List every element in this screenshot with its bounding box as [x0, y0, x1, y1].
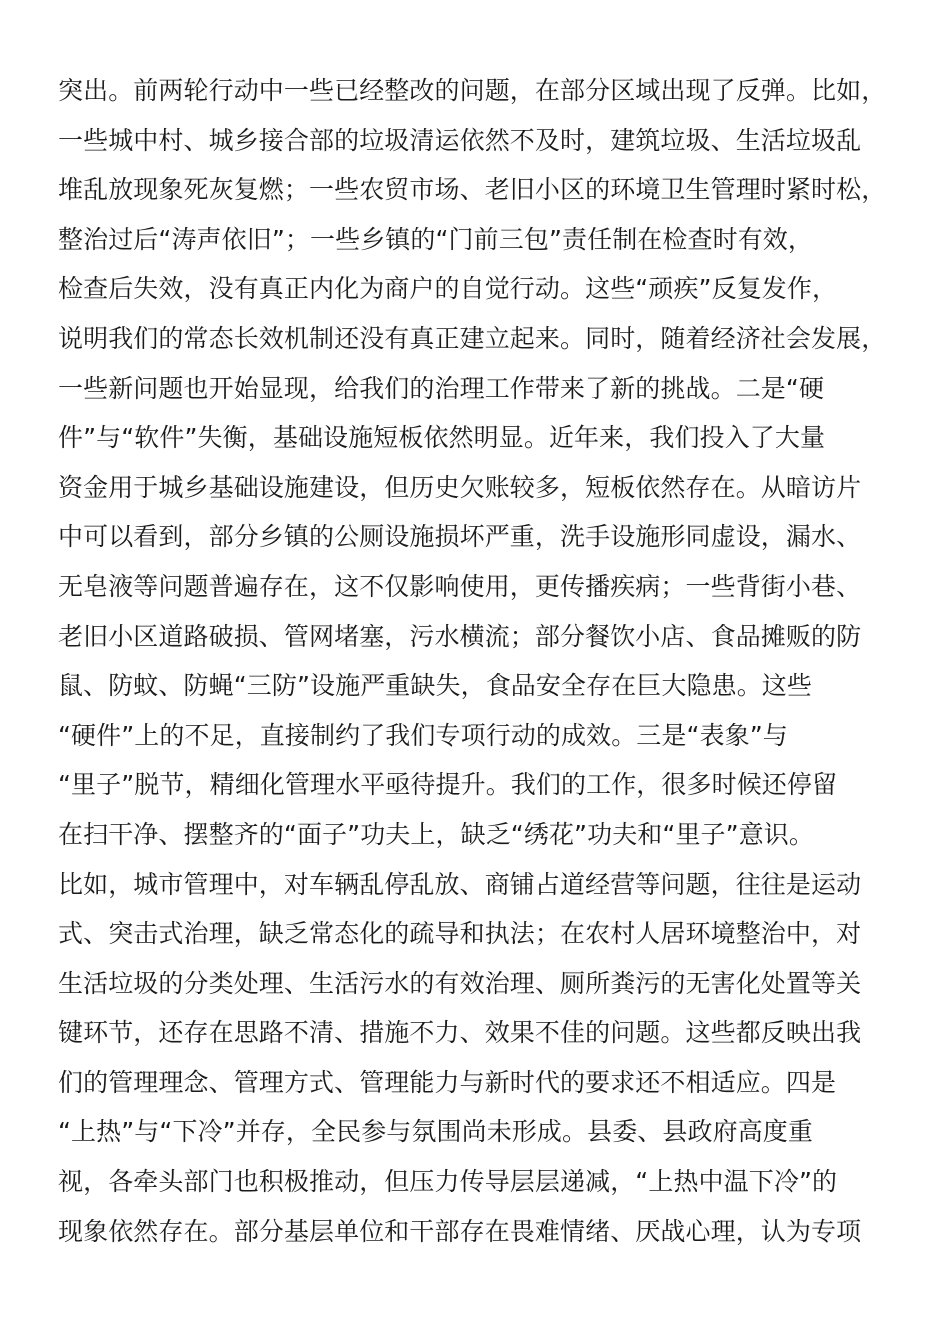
text-line: 整治过后“涛声依旧”；一些乡镇的“门前三包”责任制在检查时有效，: [58, 224, 814, 254]
text-line: “硬件”上的不足，直接制约了我们专项行动的成效。三是“表象”与: [58, 720, 788, 750]
text-line: 键环节，还存在思路不清、措施不力、效果不佳的问题。这些都反映出我: [58, 1018, 862, 1048]
text-line: 们的管理理念、管理方式、管理能力与新时代的要求还不相适应。四是: [58, 1067, 837, 1097]
text-line: 无皂液等问题普遍存在，这不仅影响使用，更传播疾病；一些背街小巷、: [58, 571, 862, 601]
text-line: 老旧小区道路破损、管网堵塞，污水横流；部分餐饮小店、食品摊贩的防: [58, 621, 862, 651]
text-line: “上热”与“下冷”并存，全民参与氛围尚未形成。县委、县政府高度重: [58, 1117, 814, 1147]
text-line: 鼠、防蚊、防蝇“三防”设施严重缺失，食品安全存在巨大隐患。这些: [58, 671, 813, 701]
text-line: 中可以看到，部分乡镇的公厕设施损坏严重，洗手设施形同虚设，漏水、: [58, 522, 862, 552]
body-text: [58, 66, 898, 1256]
text-line: 在扫干净、摆整齐的“面子”功夫上，缺乏“绣花”功夫和“里子”意识。: [58, 819, 815, 849]
text-line: 件”与“软件”失衡，基础设施短板依然明显。近年来，我们投入了大量: [58, 423, 826, 453]
text-line: 资金用于城乡基础设施建设，但历史欠账较多，短板依然存在。从暗访片: [58, 472, 862, 502]
text-line: 生活垃圾的分类处理、生活污水的有效治理、厕所粪污的无害化处置等关: [58, 968, 862, 998]
text-line: 视，各牵头部门也积极推动，但压力传导层层递减，“上热中温下冷”的: [58, 1167, 838, 1197]
text-line: 说明我们的常态长效机制还没有真正建立起来。同时，随着经济社会发展，: [58, 323, 887, 353]
text-line: 一些新问题也开始显现，给我们的治理工作带来了新的挑战。二是“硬: [58, 373, 825, 403]
text-line: “里子”脱节，精细化管理水平亟待提升。我们的工作，很多时候还停留: [58, 770, 838, 800]
text-line: 堆乱放现象死灰复燃；一些农贸市场、老旧小区的环境卫生管理时紧时松，: [58, 175, 887, 205]
text-line: 突出。前两轮行动中一些已经整改的问题，在部分区域出现了反弹。比如，: [58, 76, 887, 105]
text-line: 比如，城市管理中，对车辆乱停乱放、商铺占道经营等问题，往往是运动: [58, 869, 862, 899]
text-line: 现象依然存在。部分基层单位和干部存在畏难情绪、厌战心理，认为专项: [58, 1216, 862, 1246]
text-line: 一些城中村、城乡接合部的垃圾清运依然不及时，建筑垃圾、生活垃圾乱: [58, 125, 862, 155]
text-line: 式、突击式治理，缺乏常态化的疏导和执法；在农村人居环境整治中，对: [58, 919, 862, 949]
text-line: 检查后失效，没有真正内化为商户的自觉行动。这些“顽疾”反复发作，: [58, 274, 838, 304]
